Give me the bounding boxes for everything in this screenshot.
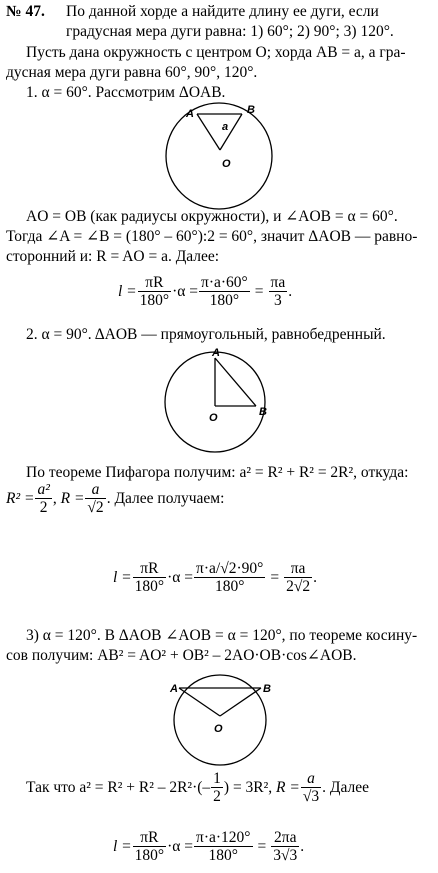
case1-heading: 1. α = 60°. Рассмотрим ΔOAB.: [26, 84, 226, 101]
fig3-label-O: O: [214, 723, 223, 735]
case2-line2: R² = $\frac{\text{a²}}{2}$ , R = $\frac{a}{√2}$ . Далее получаем:: [6, 481, 225, 516]
problem-number: № 47.: [6, 3, 45, 20]
fig1-label-O: O: [222, 158, 231, 170]
intro-line1: Пусть дана окружность с центром O; хорда AB = a, а гра-: [26, 44, 406, 61]
fig1-label-B: B: [247, 104, 255, 116]
fig3-label-A: A: [170, 683, 178, 695]
figure-90-degree: [160, 346, 280, 456]
case1-line1: AO = OB (как радиусы окружности), и ∠AOB = α = 60°.: [26, 208, 398, 225]
case1-formula: l = $\frac{\pi R}{180^\circ}$ ·α = $\frac{\pi\cdot a\cdot 60^\circ}{180^\circ}$ = $\frac{\pi a}{3}$ .: [118, 274, 293, 309]
fig2-label-B: B: [259, 406, 267, 418]
case3-heading-line2: сов получим: AB² = AO² + OB² – 2AO·OB·cos∠AOB.: [6, 647, 357, 664]
intro-line2: дусная мера дуги равна 60°, 90°, 120°.: [6, 64, 258, 81]
case2-heading: 2. α = 90°. ΔAOB — прямоугольный, равнобедренный.: [26, 326, 386, 343]
fig3-label-B: B: [263, 683, 271, 695]
case3-heading-line1: 3) α = 120°. В ΔAOB ∠AOB = α = 120°, по теореме косину-: [26, 627, 418, 644]
figure-120-degree: [160, 670, 280, 768]
problem-statement-line1: По данной хорде a найдите длину ее дуги, если: [66, 3, 379, 20]
case3-line1: Так что a² = R² + R² – 2R²·(– $\frac{1}{2}$ ) = 3R², R = $\frac{a}{√3}$ . Далее: [26, 770, 369, 805]
case1-line3: сторонний и: R = AO = a. Далее:: [6, 248, 220, 265]
fig1-label-a: a: [222, 121, 229, 133]
fig1-label-A: A: [186, 108, 194, 120]
figure-60-degree: [150, 100, 288, 212]
problem-statement-line2: градусная мера дуги равна: 1) 60°; 2) 90°; 3) 120°.: [66, 23, 394, 40]
fig2-label-O: O: [209, 412, 218, 424]
case2-formula: l = $\frac{\pi R}{180^\circ}$ ·α = $\frac{\pi\cdot a/√2\cdot 90^\circ}{180^\circ}$ = $\frac{\pi a}{2√2}$ .: [113, 560, 317, 595]
fig2-label-A: A: [212, 347, 220, 359]
case3-formula: l = $\frac{\pi R}{180^\circ}$ ·α = $\frac{\pi\cdot a\cdot 120^\circ}{180^\circ}$ = $\frac{2\pi a}{3√3}$ .: [113, 829, 305, 864]
case1-line2: Тогда ∠A = ∠B = (180° – 60°):2 = 60°, значит ΔAOB — равно-: [6, 228, 418, 245]
case2-line1: По теореме Пифагора получим: a² = R² + R² = 2R², откуда:: [26, 464, 409, 481]
